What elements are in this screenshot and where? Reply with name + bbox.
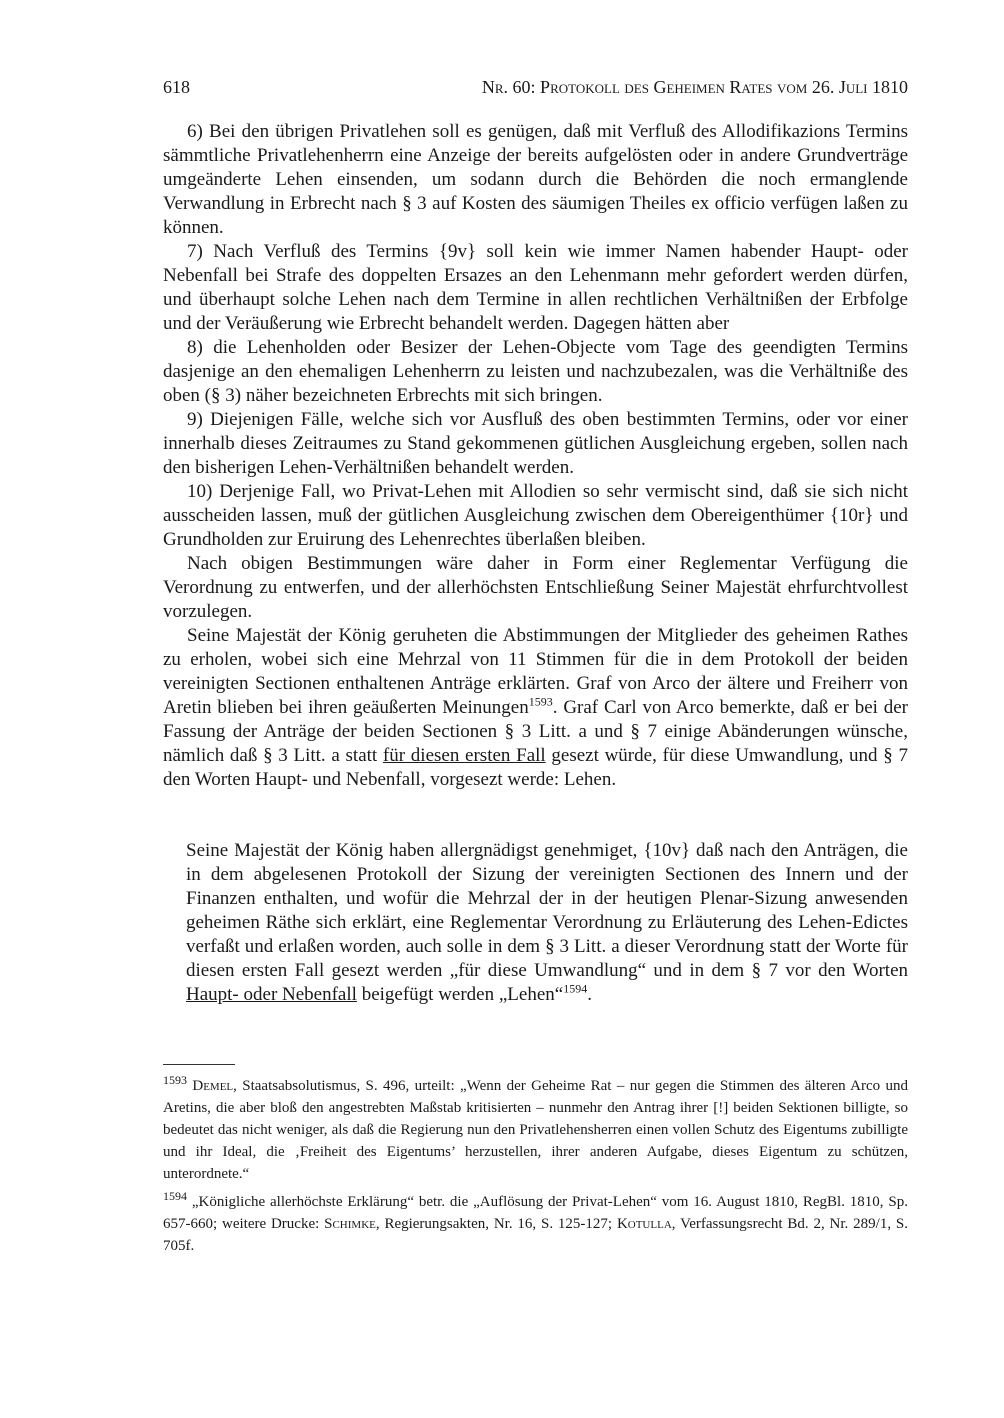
footnote-ref-1593[interactable]: 1593	[528, 694, 553, 709]
footnote-text-c: , Verfassungsrecht Bd. 2, Nr. 289/1, S. 705f.	[163, 1216, 908, 1254]
running-title: Nr. 60: Protokoll des Geheimen Rates vom 26. Juli 1810	[481, 77, 908, 97]
footnote-text: , Staatsabsolutismus, S. 496, urteilt: „Wenn der Geheime Rat – nur gegen die Stimmen des älteren Arco und Aretins, die aber bloß den angestrebten Maßstab kritisierten – nunmehr den Antrag ihrer [!] beiden Sektionen billigte, so bedeutet das nicht weniger, als daß die Regierung nun den Privatlehensherren einen vollen Schutz des Eigentums zubilligte und ihr Ideal, die ‚Freiheit des Eigentums’ herzustellen, ihrer anderen Aufgabe, dieses Eigentum zu schützen, unterordnete.“	[163, 1078, 908, 1182]
paragraph-8: 8) die Lehenholden oder Besizer der Lehen-Objecte vom Tage des geendigten Termins dasjenige an den ehemaligen Lehenherrn zu leisten und nachzubezalen, was die Verhältniße des oben (§ 3) näher bezeichneten Erbrechts mit sich bringen.	[163, 337, 908, 406]
footnote-text-b: , Regierungsakten, Nr. 16, S. 125-127;	[375, 1216, 617, 1232]
decision-underlined-phrase: Haupt- oder Nebenfall	[186, 984, 357, 1005]
footnote-separator	[163, 1064, 235, 1065]
footnote-1594	[163, 1191, 908, 1257]
footnote-number: 1593	[163, 1073, 187, 1087]
footnote-number: 1594	[163, 1189, 187, 1203]
footnotes	[163, 1075, 908, 1263]
paragraph-10: 10) Derjenige Fall, wo Privat-Lehen mit Allodien so sehr vermischt sind, daß sie sich nicht ausscheiden lassen, muß der gütlichen Ausgleichung zwischen dem Obereigenthümer {10r} und Grundholden zur Eruirung des Lehenrechtes überlaßen bleiben.	[163, 481, 908, 550]
decision-text-c: .	[587, 984, 592, 1005]
main-text	[163, 120, 908, 792]
royal-decision	[186, 839, 908, 1007]
paragraph-7: 7) Nach Verfluß des Termins {9v} soll kein wie immer Namen habender Haupt- oder Nebenfall bei Strafe des doppelten Ersazes an den Lehenmann mehr gefordert werden dürfen, und überhaupt solche Lehen nach dem Termine in allen rechtlichen Verhältnißen der Erbfolge und der Veräußerung wie Erbrecht behandelt werden. Dagegen hätten aber	[163, 241, 908, 334]
vote-text-c: gesezt würde, für diese Umwandlung, und § 7 den Worten Haupt- und Nebenfall, vorgesezt werde: Lehen.	[163, 745, 908, 790]
footnote-ref-1594[interactable]: 1594	[563, 981, 588, 996]
footnote-author-schimke: Schimke	[324, 1216, 376, 1232]
paragraph-6: 6) Bei den übrigen Privatlehen soll es genügen, daß mit Verfluß des Allodifikazions Termins sämmtliche Privatlehenherrn eine Anzeige der bereits aufgelösten oder in andere Grundverträge umgeänderte Lehen einsenden, um sodann durch die Behörden die noch ermanglende Verwandlung in Erbrecht nach § 3 auf Kosten des säumigen Theiles ex officio verfügen laßen zu können.	[163, 121, 908, 238]
paragraph-vote	[163, 624, 908, 792]
footnote-author: Demel	[192, 1078, 234, 1094]
vote-text-a: Seine Majestät der König geruheten die Abstimmungen der Mitglieder des geheimen Rathes zu erholen, wobei sich eine Mehrzal von 11 Stimmen für die in dem Protokoll der beiden vereinigten Sectionen enthaltenen Anträge erklärten. Graf von Arco der ältere und Freiherr von Aretin blieben bei ihren geäußerten Meinungen	[163, 625, 908, 718]
footnote-author-kotulla: Kotulla	[616, 1216, 672, 1232]
underlined-phrase: für diesen ersten Fall	[382, 745, 546, 766]
paragraph-proposal: Nach obigen Bestimmungen wäre daher in Form einer Reglementar Verfügung die Verordnung zu entwerfen, und der allerhöchsten Entschließung Seiner Majestät ehrfurchtvollest vorzulegen.	[163, 553, 908, 622]
vote-text-b: . Graf Carl von Arco bemerkte, daß er bei der Fassung der Anträge der beiden Sectionen § 3 Litt. a und § 7 einige Abänderungen wünsche, nämlich daß § 3 Litt. a statt	[163, 697, 908, 766]
footnote-1593	[163, 1075, 908, 1185]
decision-text-b: beigefügt werden „Lehen“	[356, 984, 564, 1005]
page-number: 618	[163, 77, 190, 97]
decision-text-a: Seine Majestät der König haben allergnädigst genehmiget, {10v} daß nach den Anträgen, die in dem abgelesenen Protokoll der Sizung der vereinigten Sectionen des Innern und der Finanzen enthalten, und wofür die Mehrzal der in der heutigen Plenar-Sizung anwesenden geheimen Räthe sich erklärt, eine Reglementar Verordnung zu Erläuterung des Lehen-Edictes verfaßt und erlaßen worden, auch solle in dem § 3 Litt. a dieser Verordnung statt der Worte für diesen ersten Fall gesezt werden „für diese Umwandlung“ und in dem § 7 vor den Worten	[186, 840, 908, 981]
paragraph-9: 9) Diejenigen Fälle, welche sich vor Ausfluß des oben bestimmten Termins, oder vor einer innerhalb dieses Zeitraumes zu Stand gekommenen gütlichen Ausgleichung ergeben, sollen nach den bisherigen Lehen-Verhältnißen behandelt werden.	[163, 409, 908, 478]
footnote-text-a: „Königliche allerhöchste Erklärung“ betr. die „Auflösung der Privat-Lehen“ vom 16. August 1810, RegBl. 1810, Sp. 657-660; weitere Drucke:	[163, 1194, 908, 1232]
